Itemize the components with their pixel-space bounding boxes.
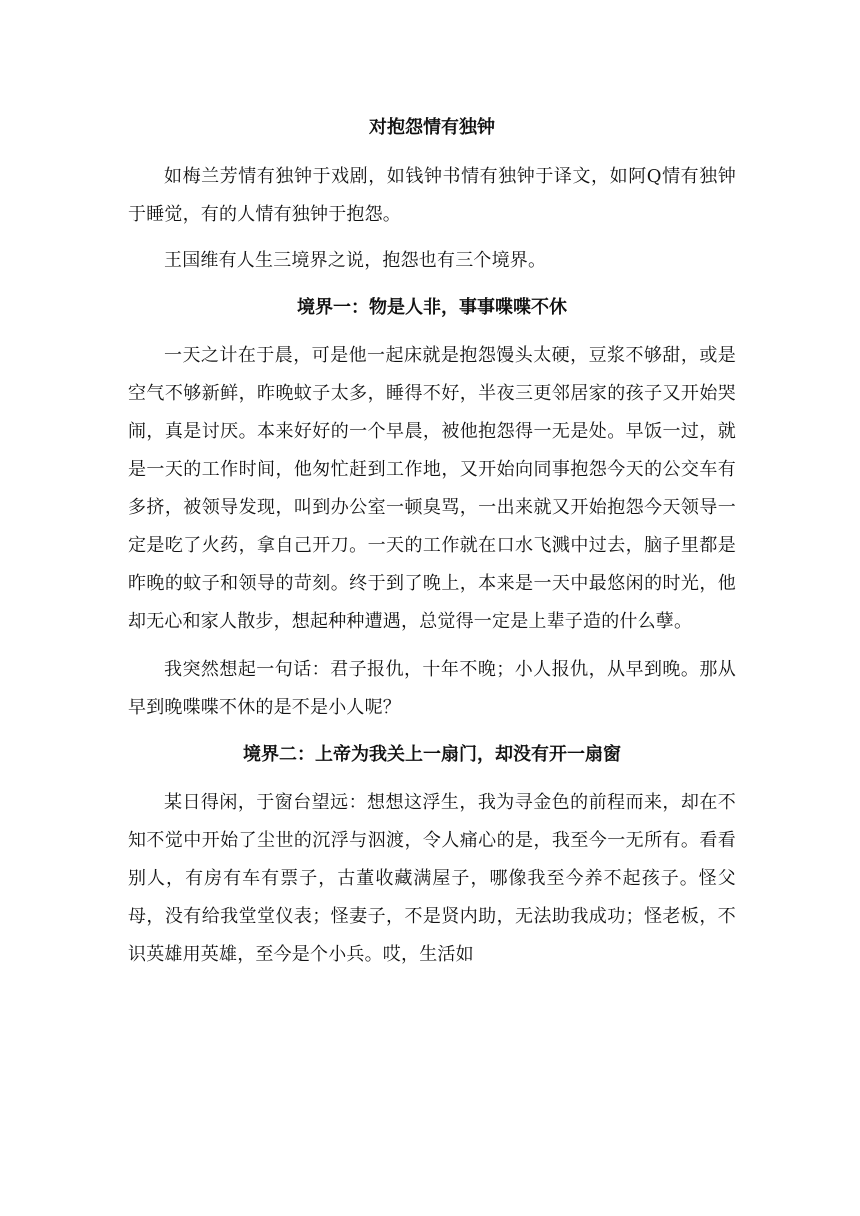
section-2-paragraph-1: 某日得闲，于窗台望远：想想这浮生，我为寻金色的前程而来，却在不知不觉中开始了尘世的沉浮与泅渡，令人痛心的是，我至今一无所有。看看别人，有房有车有票子，古董收藏满屋子，哪像我至今养不起孩子。怪父母，没有给我堂堂仪表；怪妻子，不是贤内助，无法助我成功；怪老板，不识英雄用英雄，至今是个小兵。哎，生活如 xyxy=(128,792,736,965)
document-body xyxy=(128,112,736,974)
section-1-paragraph-2: 我突然想起一句话：君子报仇，十年不晚；小人报仇，从早到晚。那从早到晚喋喋不休的是不是小人呢？ xyxy=(128,659,736,718)
intro-paragraph-2: 王国维有人生三境界之说，抱怨也有三个境界。 xyxy=(164,250,547,271)
document-title: 对抱怨情有独钟 xyxy=(369,117,495,138)
section-1-paragraph-1: 一天之计在于晨，可是他一起床就是抱怨馒头太硬，豆浆不够甜，或是空气不够新鲜，昨晚蚊子太多，睡得不好，半夜三更邻居家的孩子又开始哭闹，真是讨厌。本来好好的一个早晨，被他抱怨得一无是处。早饭一过，就是一天的工作时间，他匆忙赶到工作地，又开始向同事抱怨今天的公交车有多挤，被领导发现，叫到办公室一顿臭骂，一出来就又开始抱怨今天领导一定是吃了火药，拿自己开刀。一天的工作就在口水飞溅中过去，脑子里都是昨晚的蚊子和领导的苛刻。终于到了晚上，本来是一天中最悠闲的时光，他却无心和家人散步，想起种种遭遇，总觉得一定是上辈子造的什么孽。 xyxy=(128,345,736,632)
section-heading-2: 境界二：上帝为我关上一扇门，却没有开一扇窗 xyxy=(243,744,621,765)
intro-paragraph-1: 如梅兰芳情有独钟于戏剧，如钱钟书情有独钟于译文，如阿Q情有独钟于睡觉，有的人情有独钟于抱怨。 xyxy=(128,166,736,225)
section-heading-1: 境界一：物是人非，事事喋喋不休 xyxy=(297,297,567,318)
